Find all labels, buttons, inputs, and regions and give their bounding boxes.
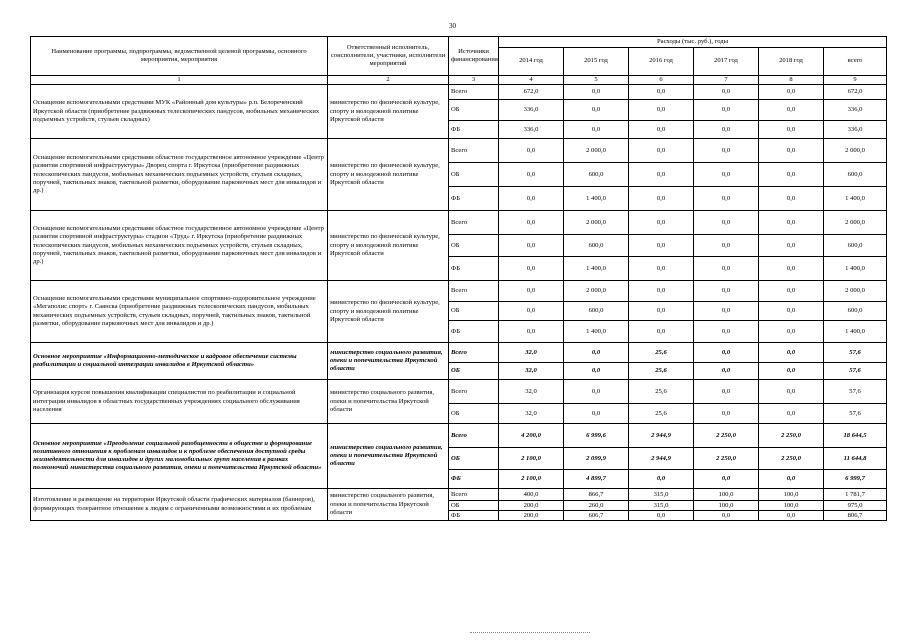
funding-source: ФБ — [449, 511, 499, 521]
amount-year: 0,0 — [629, 121, 694, 139]
amount-year: 2 944,9 — [629, 424, 694, 448]
amount-year: 336,0 — [499, 121, 564, 139]
funding-source: Всего — [449, 489, 499, 501]
amount-year: 2 944,9 — [629, 448, 694, 470]
funding-source: ОБ — [449, 100, 499, 121]
amount-total: 2 000,0 — [824, 139, 887, 163]
amount-year: 0,0 — [564, 100, 629, 121]
amount-year: 2 250,0 — [694, 448, 759, 470]
amount-total: 18 644,5 — [824, 424, 887, 448]
amount-year: 0,0 — [499, 211, 564, 235]
amount-year: 25,6 — [629, 363, 694, 380]
amount-year: 0,0 — [694, 302, 759, 321]
amount-year: 2 100,0 — [499, 470, 564, 489]
header-source: Источники финансирования — [449, 37, 499, 76]
funding-source: ФБ — [449, 121, 499, 139]
amount-year: 2 099,9 — [564, 448, 629, 470]
amount-year: 0,0 — [499, 281, 564, 302]
header-year: 2014 год — [499, 48, 564, 76]
funding-source: ФБ — [449, 321, 499, 343]
amount-year: 0,0 — [499, 302, 564, 321]
amount-year: 672,0 — [499, 85, 564, 100]
amount-year: 1 400,0 — [564, 187, 629, 211]
amount-total: 336,0 — [824, 121, 887, 139]
amount-total: 57,6 — [824, 380, 887, 404]
funding-source: Всего — [449, 281, 499, 302]
amount-year: 25,6 — [629, 343, 694, 363]
activity-name: Основное мероприятие «Информационно-методическое и кадровое обеспечение системы реабилитации и социальной интеграции инвалидов в Иркутской области» — [31, 343, 328, 380]
funding-source: ОБ — [449, 363, 499, 380]
header-responsible: Ответственный исполнитель, соисполнители, участники, исполнители мероприятий — [328, 37, 449, 76]
funding-source: ОБ — [449, 163, 499, 187]
header-year: 2018 год — [759, 48, 824, 76]
amount-year: 0,0 — [499, 163, 564, 187]
amount-year: 0,0 — [564, 404, 629, 424]
amount-year: 0,0 — [759, 363, 824, 380]
amount-total: 975,0 — [824, 501, 887, 511]
amount-year: 0,0 — [759, 257, 824, 281]
amount-year: 0,0 — [499, 257, 564, 281]
amount-year: 600,0 — [564, 302, 629, 321]
header-name: Наименование программы, подпрограммы, ведомственной целевой программы, основного мероприятия, мероприятия — [31, 37, 328, 76]
amount-year: 0,0 — [694, 85, 759, 100]
activity-name: Организация курсов повышения квалификации специалистов по реабилитации и социальной интеграции инвалидов в областных государственных учреждениях социального обслуживания населения — [31, 380, 328, 424]
funding-source: ОБ — [449, 501, 499, 511]
amount-total: 1 781,7 — [824, 489, 887, 501]
activity-name: Оснащение вспомогательными средствами МУК «Районный дом культуры» р.п. Белореченский Иркутской области (приобретение раздвижных телескопических пандусов, мобильных механических подъемных устройств, стульев складных) — [31, 85, 328, 139]
funding-source: ОБ — [449, 404, 499, 424]
table-body — [31, 85, 887, 521]
funding-source: Всего — [449, 85, 499, 100]
amount-year: 0,0 — [694, 404, 759, 424]
table-row — [31, 380, 887, 404]
amount-total: 57,6 — [824, 363, 887, 380]
amount-year: 0,0 — [759, 235, 824, 257]
amount-year: 0,0 — [564, 380, 629, 404]
header-year: 2017 год — [694, 48, 759, 76]
amount-year: 0,0 — [629, 187, 694, 211]
amount-year: 0,0 — [759, 281, 824, 302]
amount-year: 260,0 — [564, 501, 629, 511]
amount-total: 6 999,7 — [824, 470, 887, 489]
table-row — [31, 489, 887, 501]
amount-total: 11 644,8 — [824, 448, 887, 470]
amount-year: 0,0 — [694, 235, 759, 257]
responsible-executor: министерство по физической культуре, спорту и молодежной политике Иркутской области — [328, 281, 449, 343]
amount-year: 0,0 — [629, 139, 694, 163]
amount-year: 0,0 — [629, 302, 694, 321]
column-number: 7 — [694, 76, 759, 85]
funding-source: Всего — [449, 343, 499, 363]
funding-source: Всего — [449, 380, 499, 404]
amount-year: 200,0 — [499, 501, 564, 511]
amount-total: 1 400,0 — [824, 321, 887, 343]
column-numbering-row — [31, 76, 887, 85]
column-number: 3 — [449, 76, 499, 85]
funding-source: ФБ — [449, 187, 499, 211]
amount-year: 0,0 — [499, 321, 564, 343]
amount-year: 2 000,0 — [564, 281, 629, 302]
amount-year: 100,0 — [759, 489, 824, 501]
amount-year: 0,0 — [759, 321, 824, 343]
amount-year: 0,0 — [694, 211, 759, 235]
amount-year: 0,0 — [694, 321, 759, 343]
amount-year: 0,0 — [564, 121, 629, 139]
amount-year: 2 100,0 — [499, 448, 564, 470]
activity-name: Оснащение вспомогательными средствами муниципальное спортивно-оздоровительное учреждение «Мегаполис спорт» г. Саянска (приобретение раздвижных телескопических пандусов, мобильных механических подъемных устройств, стульев складных, поручней, тактильных знаков, тактильной разметки, оборудование парковочных мест для инвалидов и др.) — [31, 281, 328, 343]
amount-year: 606,7 — [564, 511, 629, 521]
amount-year: 2 250,0 — [759, 448, 824, 470]
amount-year: 315,0 — [629, 489, 694, 501]
header-expenses: Расходы (тыс. руб.), годы — [499, 37, 887, 48]
amount-year: 0,0 — [564, 363, 629, 380]
amount-year: 0,0 — [694, 470, 759, 489]
amount-year: 0,0 — [694, 257, 759, 281]
budget-table — [30, 36, 887, 521]
amount-year: 32,0 — [499, 404, 564, 424]
amount-year: 0,0 — [629, 257, 694, 281]
amount-year: 0,0 — [564, 85, 629, 100]
amount-year: 0,0 — [629, 211, 694, 235]
amount-year: 0,0 — [629, 511, 694, 521]
amount-year: 0,0 — [759, 100, 824, 121]
amount-year: 0,0 — [759, 343, 824, 363]
responsible-executor: министерство социального развития, опеки и попечительства Иркутской области — [328, 380, 449, 424]
amount-year: 0,0 — [499, 187, 564, 211]
amount-total: 2 000,0 — [824, 281, 887, 302]
amount-total: 57,6 — [824, 343, 887, 363]
column-number: 8 — [759, 76, 824, 85]
amount-year: 0,0 — [759, 163, 824, 187]
header-total: всего — [824, 48, 887, 76]
amount-year: 0,0 — [759, 511, 824, 521]
header-year: 2015 год — [564, 48, 629, 76]
amount-year: 0,0 — [629, 163, 694, 187]
amount-year: 25,6 — [629, 380, 694, 404]
amount-year: 6 999,6 — [564, 424, 629, 448]
amount-year: 32,0 — [499, 363, 564, 380]
amount-year: 200,0 — [499, 511, 564, 521]
table-row — [31, 139, 887, 163]
activity-name: Изготовление и размещение на территории Иркутской области графических материалов (баннеров), формирующих толерантное отношение к людям с ограниченными возможностями и их проблемам — [31, 489, 328, 521]
amount-year: 0,0 — [564, 343, 629, 363]
funding-source: Всего — [449, 139, 499, 163]
column-number: 4 — [499, 76, 564, 85]
activity-name: Оснащение вспомогательными средствами областное государственное автономное учреждение «Центр развития спортивной инфраструктуры» Дворец спорта г. Иркутска (приобретение раздвижных телескопических пандусов, мобильных механических подъемных устройств, стульев складных, поручней, тактильных знаков, тактильной разметки, оборудование парковочных мест для инвалидов и др.) — [31, 139, 328, 211]
amount-year: 2 000,0 — [564, 139, 629, 163]
amount-year: 2 250,0 — [694, 424, 759, 448]
amount-year: 0,0 — [694, 121, 759, 139]
amount-year: 0,0 — [694, 163, 759, 187]
amount-year: 0,0 — [629, 100, 694, 121]
amount-year: 0,0 — [694, 511, 759, 521]
amount-year: 0,0 — [694, 380, 759, 404]
amount-year: 0,0 — [629, 235, 694, 257]
amount-year: 0,0 — [759, 470, 824, 489]
amount-year: 866,7 — [564, 489, 629, 501]
amount-year: 1 400,0 — [564, 321, 629, 343]
column-number: 1 — [31, 76, 328, 85]
amount-year: 0,0 — [694, 139, 759, 163]
amount-year: 4 200,0 — [499, 424, 564, 448]
amount-total: 672,0 — [824, 85, 887, 100]
amount-total: 806,7 — [824, 511, 887, 521]
funding-source: ФБ — [449, 257, 499, 281]
activity-name: Оснащение вспомогательными средствами областное государственное автономное учреждение «Центр развития спортивной инфраструктуры» стадион «Труд» г. Иркутска (приобретение раздвижных телескопических пандусов, мобильных механических подъемных устройств, стульев складных, поручней, тактильных знаков, тактильной разметки, оборудование парковочных мест для инвалидов и др.) — [31, 211, 328, 281]
amount-year: 2 000,0 — [564, 211, 629, 235]
amount-year: 0,0 — [694, 363, 759, 380]
amount-total: 57,6 — [824, 404, 887, 424]
amount-year: 0,0 — [694, 100, 759, 121]
table-row — [31, 85, 887, 100]
table-row — [31, 211, 887, 235]
responsible-executor: министерство социального развития, опеки и попечительства Иркутской области — [328, 489, 449, 521]
funding-source: Всего — [449, 424, 499, 448]
funding-source: ОБ — [449, 235, 499, 257]
amount-year: 1 400,0 — [564, 257, 629, 281]
column-number: 2 — [328, 76, 449, 85]
amount-year: 0,0 — [759, 380, 824, 404]
amount-year: 0,0 — [759, 211, 824, 235]
responsible-executor: министерство по физической культуре, спорту и молодежной политике Иркутской области — [328, 211, 449, 281]
activity-name: Основное мероприятие «Преодоление социальной разобщенности в обществе и формирование позитивного отношения к проблемам инвалидов и к проблеме обеспечения доступной среды жизнедеятельности для инвалидов и других маломобильных групп населения в рамках полномочий министерства социального развития, опеки и попечительства Иркутской области» — [31, 424, 328, 489]
amount-year: 0,0 — [694, 187, 759, 211]
amount-year: 315,0 — [629, 501, 694, 511]
amount-year: 25,6 — [629, 404, 694, 424]
responsible-executor: министерство по физической культуре, спорту и молодежной политике Иркутской области — [328, 139, 449, 211]
funding-source: ОБ — [449, 302, 499, 321]
amount-year: 0,0 — [499, 235, 564, 257]
amount-year: 100,0 — [759, 501, 824, 511]
amount-year: 0,0 — [629, 321, 694, 343]
amount-year: 0,0 — [694, 281, 759, 302]
amount-year: 600,0 — [564, 235, 629, 257]
amount-year: 100,0 — [694, 501, 759, 511]
column-number: 6 — [629, 76, 694, 85]
amount-year: 0,0 — [759, 139, 824, 163]
amount-year: 2 250,0 — [759, 424, 824, 448]
amount-year: 0,0 — [694, 343, 759, 363]
amount-year: 600,0 — [564, 163, 629, 187]
amount-year: 0,0 — [629, 85, 694, 100]
responsible-executor: министерство по физической культуре, спорту и молодежной политике Иркутской области — [328, 85, 449, 139]
amount-total: 1 400,0 — [824, 257, 887, 281]
amount-year: 32,0 — [499, 380, 564, 404]
scan-artifact — [470, 632, 590, 636]
funding-source: ОБ — [449, 448, 499, 470]
responsible-executor: министерство социального развития, опеки и попечительства Иркутской области — [328, 424, 449, 489]
amount-year: 0,0 — [629, 281, 694, 302]
amount-year: 0,0 — [759, 302, 824, 321]
amount-total: 600,0 — [824, 235, 887, 257]
funding-source: Всего — [449, 211, 499, 235]
amount-year: 0,0 — [759, 121, 824, 139]
amount-year: 0,0 — [759, 187, 824, 211]
header-year: 2016 год — [629, 48, 694, 76]
amount-total: 2 000,0 — [824, 211, 887, 235]
table-row — [31, 343, 887, 363]
responsible-executor: министерство социального развития, опеки и попечительства Иркутской области — [328, 343, 449, 380]
amount-total: 1 400,0 — [824, 187, 887, 211]
amount-year: 4 899,7 — [564, 470, 629, 489]
amount-year: 336,0 — [499, 100, 564, 121]
amount-year: 0,0 — [629, 470, 694, 489]
table-row — [31, 424, 887, 448]
amount-year: 100,0 — [694, 489, 759, 501]
column-number: 5 — [564, 76, 629, 85]
amount-year: 0,0 — [759, 404, 824, 424]
amount-total: 600,0 — [824, 163, 887, 187]
funding-source: ФБ — [449, 470, 499, 489]
table-row — [31, 281, 887, 302]
amount-year: 32,0 — [499, 343, 564, 363]
page-number: 30 — [449, 22, 456, 30]
amount-year: 0,0 — [759, 85, 824, 100]
amount-year: 0,0 — [499, 139, 564, 163]
amount-total: 336,0 — [824, 100, 887, 121]
amount-year: 400,0 — [499, 489, 564, 501]
amount-total: 600,0 — [824, 302, 887, 321]
column-number: 9 — [824, 76, 887, 85]
